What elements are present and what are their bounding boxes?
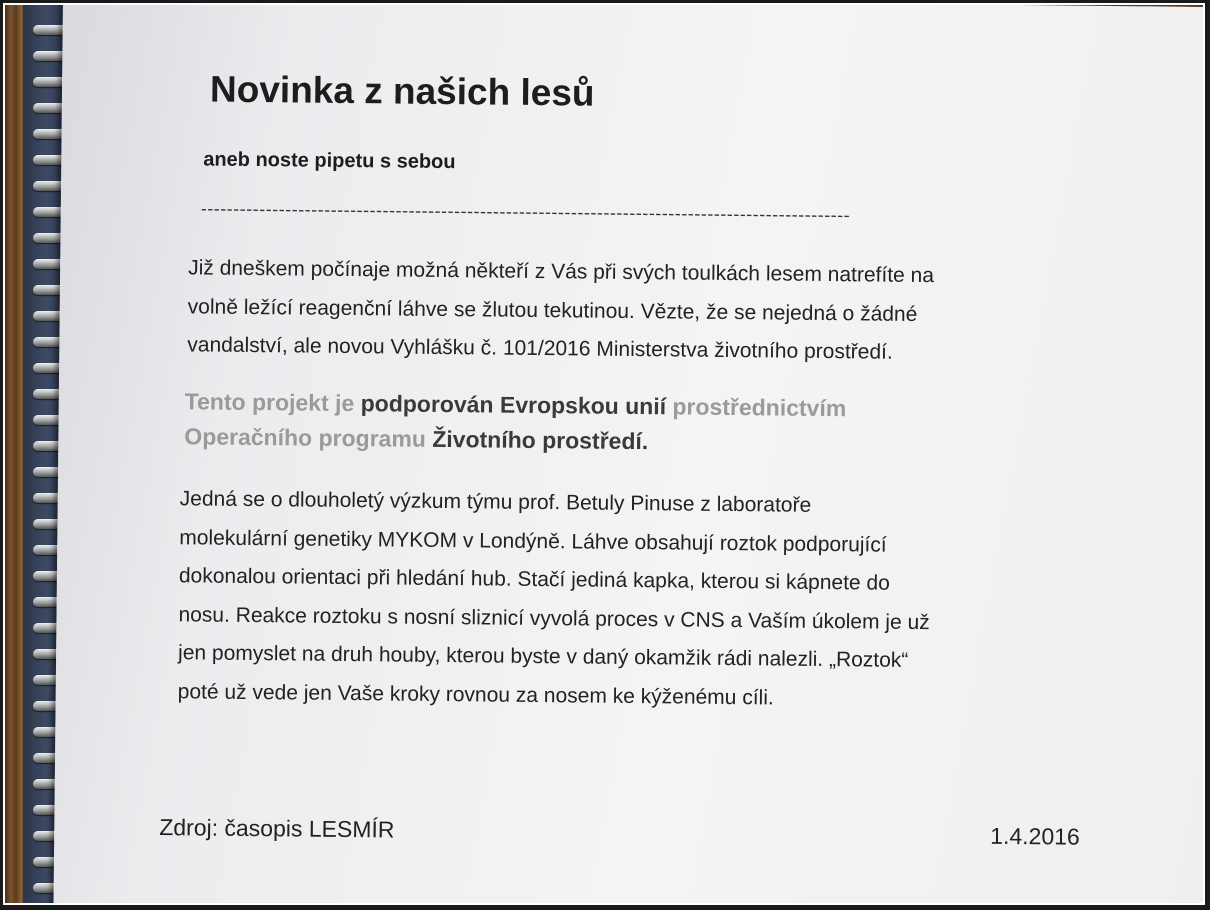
photo-frame [3, 3, 1205, 905]
intro-paragraph [187, 249, 1093, 374]
paragraph-line: vandalství, ale novou Vyhlášku č. 101/2016 Ministerstva životního prostředí. [187, 333, 893, 364]
document-page [53, 3, 1205, 905]
paragraph-line: nosu. Reakce roztoku s nosní sliznicí vyvolá proces v CNS a Vaším úkolem je už [178, 602, 930, 634]
paragraph-line: Již dneškem počínaje možná někteří z Vás při svých toulkách lesem natrefíte na [188, 256, 935, 288]
research-paragraph [178, 480, 1114, 721]
separator-line: ---------------------------------------------------------------------------------------------------- [200, 198, 851, 226]
notice-text-bold: podporován Evropskou unií [360, 390, 667, 420]
paragraph-line: dokonalou orientaci při hledání hub. Stačí jediná kapka, kterou si kápnete do [178, 564, 890, 595]
paragraph-line: poté už vede jen Vaše kroky rovnou za nosem ke kýženému cíli. [177, 679, 774, 709]
source-credit: Zdroj: časopis LESMÍR [159, 814, 395, 843]
paragraph-line: molekulární genetiky MYKOM v Londýně. Láhve obsahují roztok podporující [179, 525, 887, 557]
paragraph-line: Jedná se o dlouholetý výzkum týmu prof. Betuly Pinuse z laboratoře [179, 487, 812, 517]
eu-funding-notice [184, 384, 1103, 464]
article-title: Novinka z našich lesů [209, 68, 595, 114]
notice-text-faded: prostřednictvím [672, 393, 847, 422]
notice-text-faded: Operačního programu [184, 423, 427, 452]
article-subtitle: aneb noste pipetu s sebou [203, 148, 456, 174]
notice-text-bold: Životního prostředí. [432, 425, 649, 455]
paragraph-line: jen pomyslet na druh houby, kterou byste v daný okamžik rádi nalezli. „Roztok“ [177, 641, 909, 672]
publication-date: 1.4.2016 [990, 822, 1080, 850]
paragraph-line: volně ležící reagenční láhve se žlutou tekutinou. Vězte, že se nejedná o žádné [187, 294, 918, 326]
notice-text-faded: Tento projekt je [184, 388, 355, 417]
